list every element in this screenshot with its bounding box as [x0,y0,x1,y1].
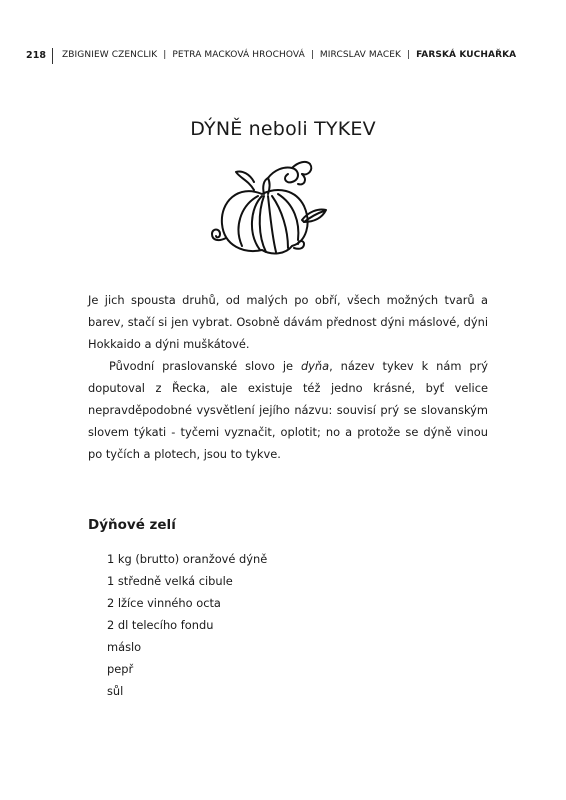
list-item: pepř [107,662,134,676]
list-item: sůl [107,684,124,698]
pumpkin-illustration-icon [198,150,338,260]
list-item: 2 dl telecího fondu [107,618,214,632]
header-divider [52,48,53,64]
header-separator: | [310,50,314,60]
paragraph-2-start: Původní praslovanské slovo je [109,359,301,373]
ingredient-list [107,548,267,702]
intro-text [88,289,488,465]
header-separator: | [163,50,167,60]
paragraph-2-end: , název tykev k nám prý doputoval z Řecka, ale existuje též jedno krásné, byť velice nepravděpodobné vysvětlení jejího názvu: souvisí prý se slovanským slovem týkati - tyčemi vyznačit, oplotit; no a protože se dýně vinou po tyčích a plotech, jsou to tykve. [88,359,489,461]
running-header [0,48,566,66]
list-item: 1 středně velká cibule [107,574,233,588]
list-item: máslo [107,640,142,654]
page-number: 218 [26,50,47,61]
italic-word: dyňa [300,359,330,373]
header-separator: | [406,50,411,60]
recipe-title: Dýňové zelí [88,517,176,534]
author-1: ZBIGNIEW CZENCLIK [62,50,158,60]
list-item: 1 kg (brutto) oranžové dýně [107,552,268,566]
list-item: 2 lžíce vinného octa [107,596,221,610]
paragraph-1: Je jich spousta druhů, od malých po obří, všech možných tvarů a barev, stačí si jen vybrat. Osobně dávám přednost dýni máslové, dýni Hokkaido a dýni muškátové. [88,293,488,351]
header-authors [62,50,516,60]
chapter-title: DÝNĚ neboli TYKEV [190,117,376,140]
author-3: MIRCSLAV MACEK [319,50,401,60]
paragraph-2 [88,355,488,465]
book-title: FARSKÁ KUCHAŘKA [416,50,517,60]
author-2: PETRA MACKOVÁ HROCHOVÁ [172,50,305,60]
